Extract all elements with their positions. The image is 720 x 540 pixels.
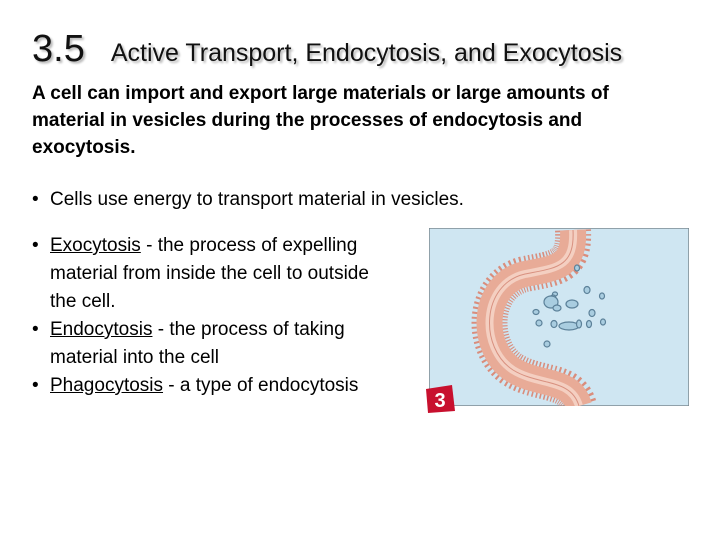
term-phagocytosis: Phagocytosis — [50, 375, 164, 396]
particle — [577, 320, 582, 328]
definition-exocytosis: - the process of expelling material from inside the cell to outside the cell. — [50, 235, 369, 312]
definition-phagocytosis: - a type of endocytosis — [163, 375, 359, 396]
particle — [536, 320, 542, 326]
bullet-dot: • — [32, 235, 39, 256]
bullet-item — [32, 186, 672, 214]
particle — [601, 319, 606, 325]
definition-endocytosis: - the process of taking material into the cell — [50, 319, 345, 368]
particle — [584, 287, 590, 294]
particle — [533, 310, 539, 315]
bullet-item-phagocytosis — [32, 372, 382, 400]
bullet-dot: • — [32, 189, 39, 210]
bullet-item-endocytosis — [32, 316, 382, 372]
bullet-list-top — [32, 186, 672, 214]
bullet-item-exocytosis — [32, 232, 382, 316]
bullet-list-definitions — [32, 232, 382, 400]
section-number: 3.5 — [32, 28, 85, 70]
particle — [600, 293, 605, 299]
particle — [553, 305, 561, 311]
bullet-dot: • — [32, 375, 39, 396]
particle — [551, 321, 557, 328]
step-number-label: 3 — [434, 390, 446, 412]
section-title: Active Transport, Endocytosis, and Exocytosis — [110, 39, 623, 67]
particle — [589, 310, 595, 317]
slide-title-row — [32, 28, 622, 78]
particle — [544, 341, 550, 347]
step-number-badge — [423, 383, 457, 415]
term-endocytosis: Endocytosis — [50, 319, 153, 340]
bullet-dot: • — [32, 319, 39, 340]
particle — [575, 265, 580, 271]
particle — [566, 300, 578, 308]
slide-subtitle: A cell can import and export large materials or large amounts of material in vesicles during the processes of endocytosis and exocytosis. — [32, 83, 609, 158]
exocytosis-membrane-illustration — [429, 228, 689, 406]
term-exocytosis: Exocytosis — [50, 235, 141, 256]
particle — [587, 321, 592, 328]
bullet-text: Cells use energy to transport material in vesicles. — [50, 189, 464, 210]
